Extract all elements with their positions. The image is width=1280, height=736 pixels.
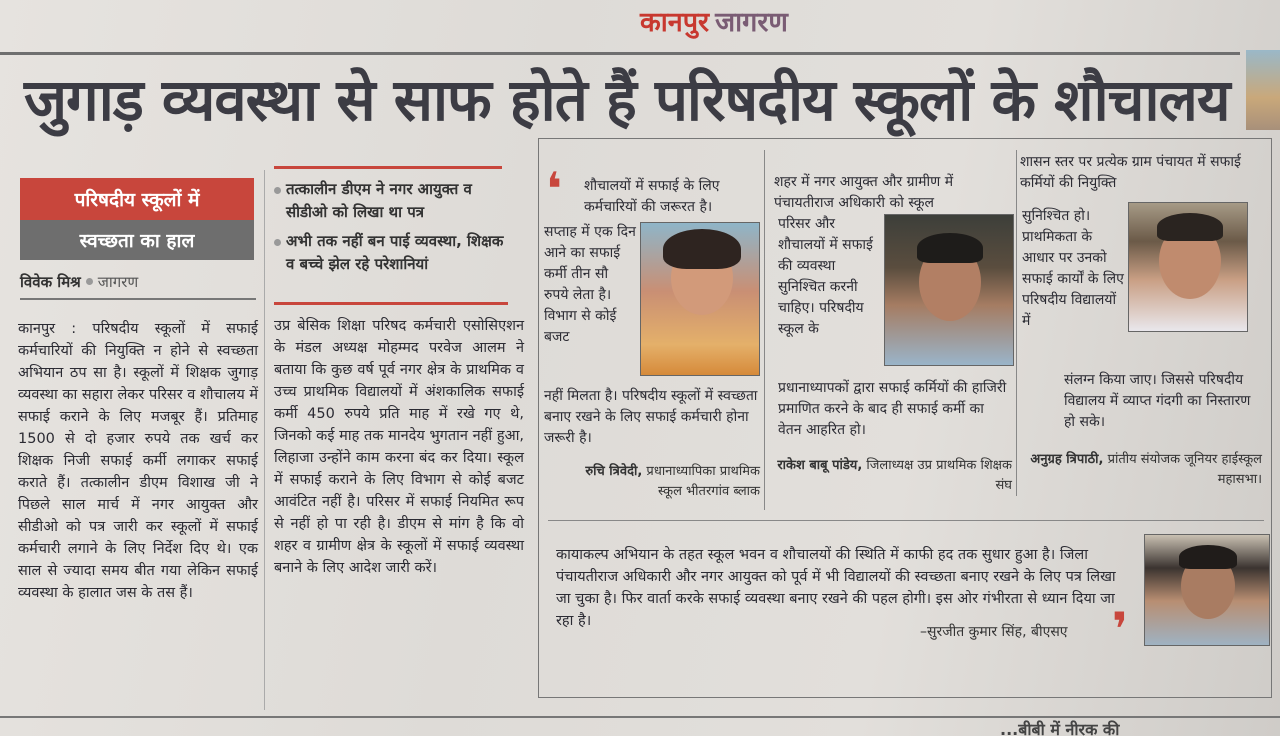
quote-open-icon: ❛ [546, 162, 562, 216]
column-divider [264, 170, 265, 710]
quote-2-name: राकेश बाबू पांडेय, [777, 458, 863, 473]
kicker-line-1: परिषदीय स्कूलों में [20, 178, 254, 220]
quote-1-name: रुचि त्रिवेदी, [585, 464, 643, 479]
quote-3-top: शासन स्तर पर प्रत्येक ग्राम पंचायत में सफाई कर्मियों की नियुक्ति [1020, 154, 1241, 191]
quote-2-bottom: प्रधानाध्यापकों द्वारा सफाई कर्मियों की हाजिरी प्रमाणित करने के बाद ही सफाई कर्मी का वेतन आहरित हो। [778, 380, 1007, 438]
quote-2-attribution [772, 456, 1012, 496]
quote-divider [1016, 150, 1017, 496]
quote-3-role: प्रांतीय संयोजक जूनियर हाईस्कूल महासभा। [1107, 452, 1262, 487]
adjacent-article-photo [1246, 50, 1280, 130]
highlights [274, 178, 514, 282]
byline-name: विवेक मिश्र [20, 273, 81, 291]
bsa-photo [1144, 534, 1270, 646]
quote-3-photo [1128, 202, 1248, 332]
highlights-bottom-rule [274, 302, 508, 305]
bullet-dot-icon [86, 278, 93, 285]
quote-section-divider [548, 520, 1264, 521]
quote-divider [764, 150, 765, 510]
quote-2-side: परिसर और शौचालयों में सफाई की व्यवस्था सुनिश्चित करनी चाहिए। परिषदीय स्कूल के [778, 216, 873, 337]
quote-2-role: जिलाध्यक्ष उप्र प्राथमिक शिक्षक संघ [866, 458, 1012, 493]
body-column-2: उप्र बेसिक शिक्षा परिषद कर्मचारी एसोसिएशन के मंडल अध्यक्ष मोहम्मद परवेज आलम ने बताया कि कुछ वर्ष पूर्व नगर क्षेत्र के प्राथमिक व उच्च प्राथमिक विद्यालयों में अंशकालिक सफाई कर्मी 450 रुपये प्रति माह में रखे गए थे, जिनको कई माह तक मानदेय भुगतान नहीं हुआ, लिहाजा उन्होंने काम करना बंद कर दिया। स्कूल में सफाई कराने के लिए विभाग से कोई बजट आवंटित नहीं है। परिसर में सफाई नियमित रूप से नहीं हो पा रही है। डीएम से मांग है कि वो शहर व ग्रामीण क्षेत्र के स्कूलों में सफाई व्यवस्था बनाने के लिए आदेश जारी करें। [274, 318, 524, 576]
headline: जुगाड़ व्यवस्था से साफ होते हैं परिषदीय स्कूलों के शौचालय [24, 66, 1230, 134]
highlight-item: तत्कालीन डीएम ने नगर आयुक्त व सीडीओ को लिखा था पत्र [274, 178, 514, 224]
quote-2-top: शहर में नगर आयुक्त और ग्रामीण में पंचायतीराज अधिकारी को स्कूल [774, 174, 954, 211]
quote-1-role: प्रधानाध्यापिका प्राथमिक स्कूल भीतरगांव ब्लाक [646, 464, 760, 499]
body-column-1: कानपुर : परिषदीय स्कूलों में सफाई कर्मचारियों की नियुक्ति न होने से स्वच्छता अभियान ठप सा है। स्कूलों में शिक्षक जुगाड़ व्यवस्था का सहारा लेकर परिसर व शौचालय में सफाई कराने के लिए मजबूर हैं। प्रतिमाह 1500 से दो हजार रुपये तक खर्च कर शिक्षक निजी सफाई कर्मी लगाकर सफाई कराते हैं। तत्कालीन डीएम विशाख जी ने पिछले साल मार्च में नगर आयुक्त और सीडीओ को पत्र जारी कर स्कूलों में सफाई कर्मचारी लगाने के लिए निर्देश दिए थे। एक साल से ज्यादा समय बीत गया लेकिन सफाई व्यवस्था के हालात जस के तस हैं। [18, 321, 259, 601]
quote-1-attribution [560, 462, 760, 502]
highlights-top-rule [274, 166, 502, 169]
top-rule [0, 52, 1240, 55]
kicker-line-2: स्वच्छता का हाल [20, 220, 254, 260]
quote-3-attribution [1022, 450, 1262, 490]
highlight-item: अभी तक नहीं बन पाई व्यवस्था, शिक्षक व बच्चे झेल रहे परेशानियां [274, 230, 514, 276]
hair-shape [1179, 545, 1237, 569]
byline-org: जागरण [97, 273, 139, 291]
next-article-fragment: ...बीबी में नीरक की [1000, 720, 1120, 736]
hair-shape [1157, 213, 1223, 241]
hair-shape [663, 229, 741, 269]
masthead-paper: जागरण [715, 7, 788, 38]
quote-1-side: सप्ताह में एक दिन आने का सफाई कर्मी तीन सौ रुपये लेता है। विभाग से कोई बजट [544, 224, 636, 345]
quote-1-bottom: नहीं मिलता है। परिषदीय स्कूलों में स्वच्छता बनाए रखने के लिए सफाई कर्मचारी होना जरूरी है। [544, 388, 758, 446]
quote-close-icon: ❜ [1112, 602, 1128, 656]
byline-rule [20, 298, 256, 300]
quote-3-name: अनुग्रह त्रिपाठी, [1030, 452, 1104, 467]
bsa-quote-attribution: –सुरजीत कुमार सिंह, बीएसए [920, 624, 1068, 640]
quote-2-photo [884, 214, 1014, 366]
quote-1-top: शौचालयों में सफाई के लिए कर्मचारियों की जरूरत है। [584, 178, 720, 215]
bsa-quote-text: कायाकल्प अभियान के तहत स्कूल भवन व शौचालयों की स्थिति में काफी हद तक सुधार हुआ है। जिला पंचायतीराज अधिकारी और नगर आयुक्त को पूर्व में भी विद्यालयों की स्वच्छता बनाए रखने के लिए पत्र लिखा जा चुका है। फिर वार्ता करके सफाई व्यवस्था बनाए रखने की पहल होगी। इस ओर गंभीरता से ध्यान दिया जा रहा है। [556, 547, 1116, 629]
quote-1-photo [640, 222, 760, 376]
masthead-city: कानपुर [640, 7, 710, 38]
quote-3-side: सुनिश्चित हो। प्राथमिकता के आधार पर उनको सफाई कार्यों के लिए परिषदीय विद्यालयों में [1022, 208, 1124, 329]
hair-shape [917, 233, 983, 263]
byline [20, 272, 260, 296]
masthead [640, 2, 788, 36]
quote-3-bottom: संलग्न किया जाए। जिससे परिषदीय विद्यालय में व्याप्त गंदगी का निस्तारण हो सके। [1064, 372, 1251, 430]
